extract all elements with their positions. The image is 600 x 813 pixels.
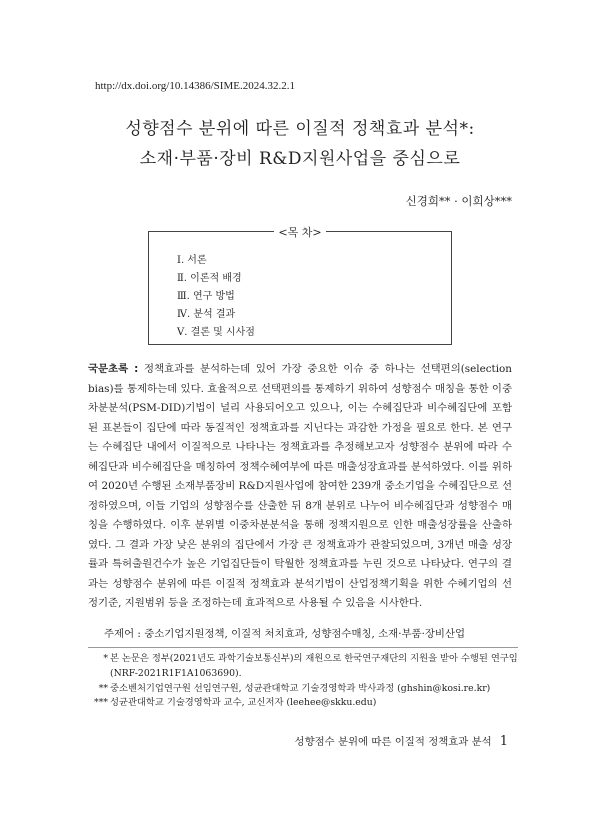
table-of-contents-box xyxy=(148,226,452,345)
author-list: 신경희** · 이희상*** xyxy=(405,194,512,208)
footnote-mark: ** xyxy=(98,682,108,694)
paper-title-line1: 성향점수 분위에 따른 이질적 정책효과 분석*: xyxy=(125,119,475,139)
toc-item: Ⅰ. 서론 xyxy=(177,255,207,266)
toc-item: Ⅴ. 결론 및 시사점 xyxy=(177,327,255,338)
footnote-text: 본 논문은 정부(2021년도 과학기술보통신부)의 재원으로 한국연구재단의 지원을 받아 수행된 연구임(NRF-2021R1F1A1063690). xyxy=(110,653,518,679)
page-number: 1 xyxy=(499,734,508,749)
footnote-text: 성균관대학교 기술경영학과 교수, 교신저자 (leehee@skku.edu) xyxy=(110,697,377,709)
toc-list xyxy=(177,252,255,342)
abstract-text: 정책효과를 분석하는데 있어 가장 중요한 이슈 중 하나는 선택편의(selection bias)를 통제하는데 있다. 효율적으로 선택편의를 통제하기 위하여 성향점수 매칭을 통한 이중차분분석(PSM-DID)기법이 널리 사용되어오고 있으나, 이는 수혜집단과 비수혜집단에 포함된 표본들이 집단에 따라 동질적인 정책효과를 지닌다는 과감한 가정을 필요로 한다. 본 연구는 수혜집단 내에서 이질적으로 나타나는 정책효과를 추정해보고자 성향점수 분위에 따라 수혜집단과 비수혜집단을 매칭하여 정책수혜여부에 따른 매출성장효과를 분석하였다. 이를 위하여 2020년 수행된 소재부품장비 R&D지원사업에 참여한 239개 중소기업을 수혜집단으로 선정하였으며, 이들 기업의 성향점수를 산출한 뒤 8개 분위로 나누어 비수혜집단과 성향점수 매칭을 수행하였다. 이후 분위별 이중차분분석을 통해 정책지원으로 인한 매출성장률을 산출하였다. 그 결과 가장 낮은 분위의 집단에서 가장 큰 정책효과가 관찰되었으며, 3개년 매출 성장률과 특허출원건수가 높은 기업집단들이 탁월한 정책효과를 누린 것으로 나타났다. 연구의 결과는 성향점수 분위에 따른 이질적 정책효과 분석기법이 산업정책기획을 위한 수혜기업의 선정기준, 지원범위 등을 조정하는데 효과적으로 사용될 수 있음을 시사한다. xyxy=(88,363,512,609)
footnote-mark: * xyxy=(103,653,108,664)
toc-item: Ⅱ. 이론적 배경 xyxy=(177,273,242,284)
running-head-text: 성향점수 분위에 따른 이질적 정책효과 분석 xyxy=(294,736,492,748)
footnote xyxy=(88,652,518,682)
footnote-mark: *** xyxy=(94,697,108,709)
footnote xyxy=(88,682,518,697)
doi-link[interactable]: http://dx.doi.org/10.14386/SIME.2024.32.2.1 xyxy=(95,80,295,92)
keywords: 주제어 : 중소기업지원정책, 이질적 처치효과, 성향점수매칭, 소재·부품·장비산업 xyxy=(104,628,466,640)
running-footer xyxy=(295,733,508,749)
toc-item: Ⅲ. 연구 방법 xyxy=(177,291,235,302)
abstract-label: 국문초록 : xyxy=(88,363,139,375)
abstract xyxy=(88,360,512,614)
footnote xyxy=(88,696,518,711)
footnotes xyxy=(88,647,518,711)
toc-title: <목 차> xyxy=(274,226,325,239)
paper-title-line2: 소재·부품·장비 R&D지원사업을 중심으로 xyxy=(139,149,461,169)
footnote-text: 중소벤처기업연구원 선임연구원, 성균관대학교 기술경영학과 박사과정 (ghshin@kosi.re.kr) xyxy=(110,682,491,694)
toc-item: Ⅳ. 분석 결과 xyxy=(177,309,236,320)
